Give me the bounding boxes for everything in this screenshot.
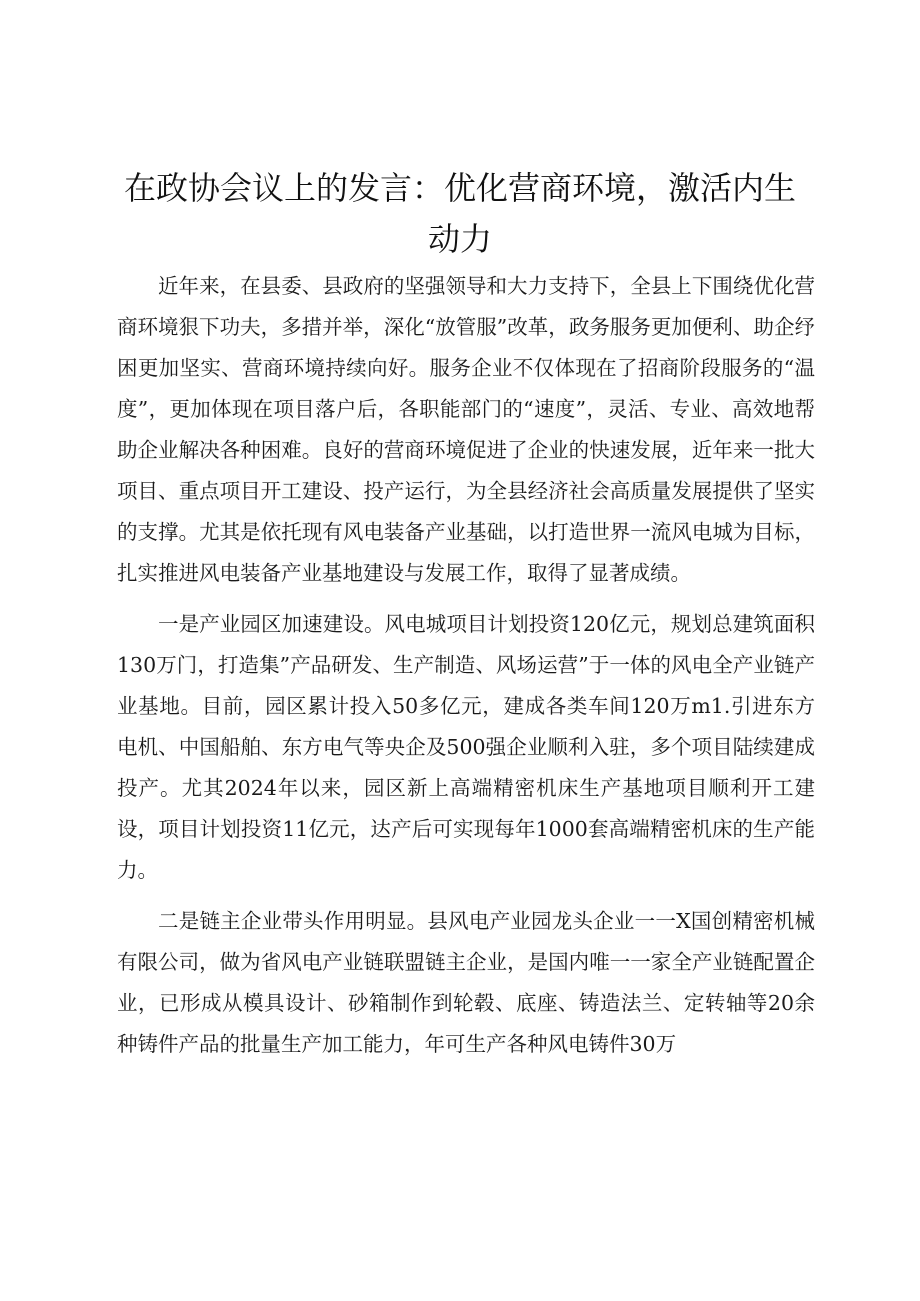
document-title: 在政协会议上的发言：优化营商环境，激活内生动力	[123, 169, 796, 258]
paragraph-intro: 近年来，在县委、县政府的坚强领导和大力支持下，全县上下围绕优化营商环境狠下功夫，多措并举，深化“放管服”改革，政务服务更加便利、助企纾困更加坚实、营商环境持续向好。服务企业不仅体现在了招商阶段服务的“温度”，更加体现在项目落户后，各职能部门的“速度”，灵活、专业、高效地帮助企业解决各种困难。良好的营商环境促进了企业的快速发展，近年来一批大项目、重点项目开工建设、投产运行，为全县经济社会高质量发展提供了坚实的支撑。尤其是依托现有风电装备产业基础，以打造世界一流风电城为目标，扎实推进风电装备产业基地建设与发展工作，取得了显著成绩。	[117, 274, 815, 585]
document-body	[117, 266, 815, 1075]
paragraph-industrial-park: 一是产业园区加速建设。风电城项目计划投资120亿元，规划总建筑面积130万门，打造集”产品研发、生产制造、风场运营”于一体的风电全产业链产业基地。目前，园区累计投入50多亿元，建成各类车间120万m1.引进东方电机、中国船舶、东方电气等央企及500强企业顺利入驻，多个项目陆续建成投产。尤其2024年以来，园区新上高端精密机床生产基地项目顺利开工建设，项目计划投资11亿元，达产后可实现每年1000套高端精密机床的生产能力。	[117, 612, 815, 882]
paragraph-chain-leader: 二是链主企业带头作用明显。县风电产业园龙头企业一一X国创精密机械有限公司，做为省风电产业链联盟链主企业，是国内唯一一家全产业链配置企业，已形成从模具设计、砂箱制作到轮毂、底座、铸造法兰、定转轴等20余种铸件产品的批量生产加工能力，年可生产各种风电铸件30万	[117, 909, 815, 1056]
